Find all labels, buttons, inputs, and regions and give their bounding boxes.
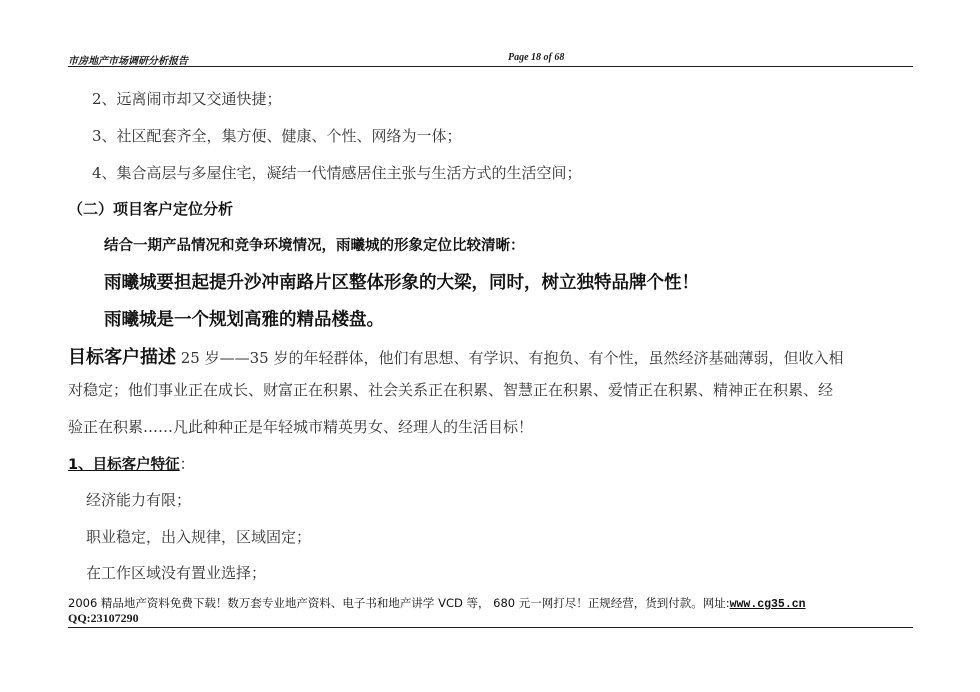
feature-item: 职业稳定，出入规律，区域固定； — [86, 528, 312, 546]
footer-ad — [68, 595, 806, 611]
section-title: （二）项目客户定位分析 — [68, 200, 234, 218]
target-label: 目标客户描述 — [68, 347, 176, 368]
target-text: 对稳定；他们事业正在成长、财富正在积累、社会关系正在积累、智慧正在积累、爱情正在积累、精神正在积累、经 — [68, 381, 834, 399]
section-intro: 结合一期产品情况和竞争环境情况，雨曦城的形象定位比较清晰： — [104, 238, 525, 254]
footer-rule — [68, 627, 913, 628]
list-item: 2、远离闹市却又交通快捷； — [92, 90, 282, 108]
features-title: 1、目标客户特征 — [68, 457, 180, 473]
features-colon: ： — [179, 455, 195, 473]
footer-text: 2006 精品地产资料免费下载！数万套专业地产资料、电子书和地产讲学 VCD 等， 680 元一网打尽！正规经营，货到付款。网址: — [68, 596, 730, 610]
footer-qq: QQ:23107290 — [68, 611, 139, 625]
target-description — [68, 343, 843, 369]
feature-item: 经济能力有限； — [86, 491, 192, 509]
page-number: Page 18 of 68 — [508, 52, 565, 63]
footer-link[interactable]: www.cg35.cn — [729, 598, 806, 611]
header-rule — [68, 66, 913, 67]
positioning-statement: 雨曦城是一个规划高雅的精品楼盘。 — [104, 310, 384, 330]
features-heading — [68, 453, 195, 474]
target-text: 验正在积累……凡此种种正是年轻城市精英男女、经理人的生活目标！ — [68, 418, 534, 436]
list-item: 4、集合高层与多屋住宅，凝结一代情感居住主张与生活方式的生活空间； — [92, 164, 582, 182]
feature-item: 在工作区域没有置业选择； — [86, 564, 267, 582]
list-item: 3、社区配套齐全，集方便、健康、个性、网络为一体； — [92, 127, 462, 145]
target-text: 25 岁——35 岁的年轻群体，他们有思想、有学识、有抱负、有个性，虽然经济基础薄弱，但收入相 — [176, 349, 844, 367]
positioning-statement: 雨曦城要担起提升沙冲南路片区整体形象的大梁，同时，树立独特品牌个性！ — [104, 273, 699, 293]
header-title: 市房地产市场调研分析报告 — [68, 56, 188, 67]
